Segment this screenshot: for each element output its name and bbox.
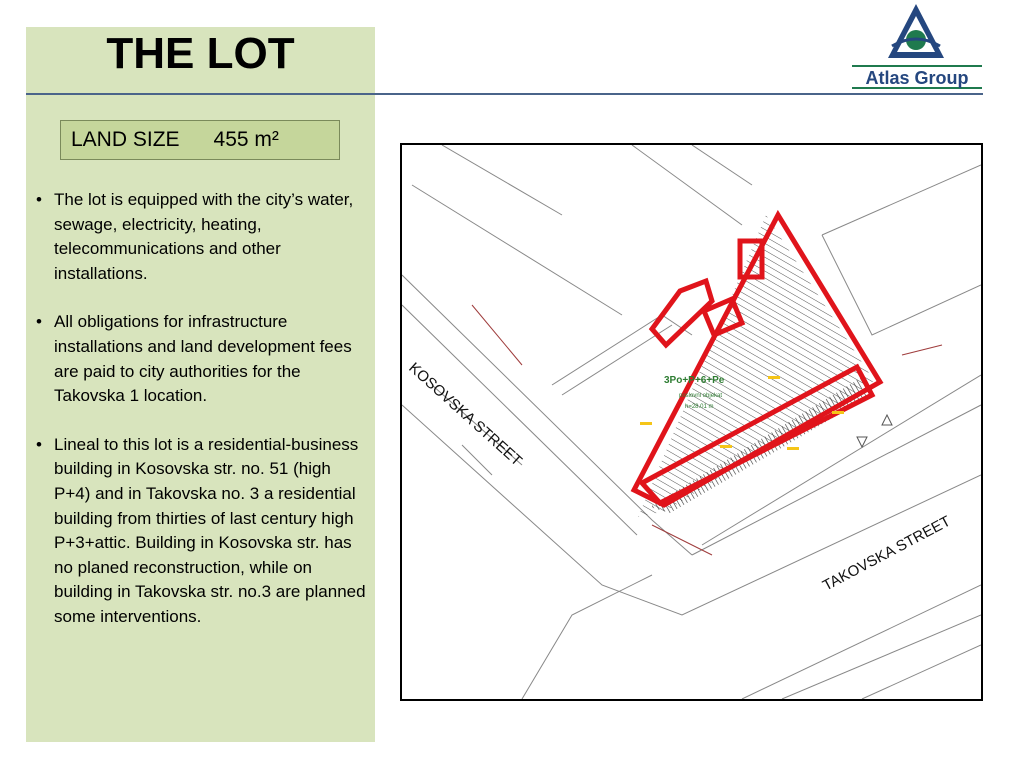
land-size-value: 455 m² <box>213 128 279 151</box>
list-item <box>34 310 366 408</box>
site-plan-drawing <box>400 143 983 701</box>
bullet-marker: • <box>36 434 42 454</box>
building-label: 3Po+P+6+Pe <box>664 375 725 386</box>
bullet-text: The lot is equipped with the city’s water, sewage, electricity, heating, telecommunications and other installations. <box>54 190 354 283</box>
page-title: THE LOT <box>106 29 295 78</box>
building-sublabel-2: h=28.01 m <box>685 404 714 410</box>
bullet-text: All obligations for infrastructure installations and land development fees are paid to city authorities for the Takovska 1 location. <box>54 312 352 406</box>
building-sublabel-1: poslovni objekat <box>679 393 723 399</box>
list-item <box>34 433 366 630</box>
kosovska-street-label: KOSOVSKA STREET <box>405 359 526 470</box>
takovska-street-label: TAKOVSKA STREET <box>819 512 954 595</box>
logo-wordmark: Atlas Group <box>852 65 982 89</box>
list-item <box>34 188 366 286</box>
land-size-label: LAND SIZE <box>71 128 180 151</box>
header-divider <box>26 93 983 95</box>
direction-arrows <box>857 415 892 447</box>
bullet-text: Lineal to this lot is a residential-business building in Kosovska str. no. 51 (high P+4) and in Takovska no. 3 a residential building from thirties of last century high P+3+attic. Building in Kosovska str. has no planed reconstruction, while on building in Takovska str. no.3 are planned some interventions. <box>54 434 366 626</box>
bullet-marker: • <box>36 312 42 332</box>
land-size-box <box>60 120 340 160</box>
info-list <box>34 188 366 654</box>
bullet-marker: • <box>36 190 42 209</box>
